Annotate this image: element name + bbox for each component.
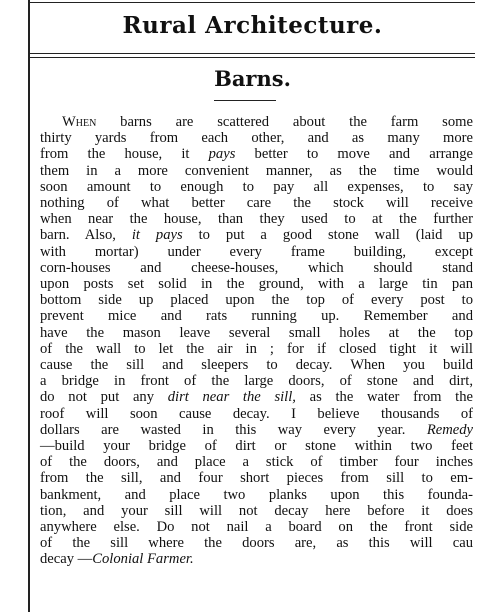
body-line bbox=[40, 454, 473, 470]
emphasis-text: pays bbox=[208, 146, 236, 163]
department-heading: Rural Architecture. bbox=[122, 12, 383, 39]
line-text: when near the house, than they used to at the further bbox=[40, 211, 473, 228]
article-title: Barns. bbox=[214, 66, 291, 91]
line-text: barns are scattered about the farm some bbox=[96, 114, 473, 130]
line-text: from the house, it bbox=[40, 146, 209, 163]
line-text: —build your bridge of dirt or stone within two feet bbox=[40, 438, 473, 455]
body-line bbox=[40, 325, 473, 341]
line-text: do not put any bbox=[40, 389, 168, 406]
body-line bbox=[40, 373, 473, 389]
body-line bbox=[40, 130, 473, 146]
line-text: prevent mice and rats running up. Remember and bbox=[40, 308, 473, 325]
signature-text: Colonial Farmer. bbox=[92, 551, 194, 568]
line-text: with mortar) under every frame building, except bbox=[40, 243, 473, 260]
line-text: from the sill, and four short pieces from sill to em- bbox=[40, 470, 473, 487]
body-line bbox=[40, 341, 473, 357]
line-text: upon posts set solid in the ground, with a large tin pan bbox=[40, 276, 473, 293]
line-text: cause the sill and sleepers to decay. When you build bbox=[40, 357, 473, 374]
line-text: thirty yards from each other, and as many more bbox=[40, 130, 473, 147]
body-line bbox=[40, 308, 473, 324]
line-text: a bridge in front of the large doors, of stone and dirt, bbox=[40, 373, 473, 390]
body-line bbox=[40, 260, 473, 276]
emphasis-text: it pays bbox=[131, 227, 183, 244]
body-line bbox=[40, 276, 473, 292]
body-line bbox=[40, 114, 473, 130]
line-text: as the water from the bbox=[295, 389, 473, 406]
line-text: of the sill where the doors are, as this will cau bbox=[40, 535, 473, 552]
body-line bbox=[40, 470, 473, 486]
column-rule bbox=[28, 0, 30, 612]
line-text: have the mason leave several small holes at the top bbox=[40, 324, 473, 341]
line-text: barn. Also, bbox=[40, 227, 132, 244]
body-line bbox=[40, 357, 473, 373]
body-line bbox=[40, 389, 473, 405]
line-text: anywhere else. Do not nail a board on the front side bbox=[40, 519, 473, 536]
line-text: corn-houses and cheese-houses, which should stand bbox=[40, 259, 473, 276]
body-line bbox=[40, 422, 473, 438]
body-line bbox=[40, 438, 473, 454]
line-text: roof will soon cause decay. I believe thousands of bbox=[40, 405, 473, 422]
article-body bbox=[40, 114, 473, 568]
emphasis-text: dirt near the sill, bbox=[167, 389, 296, 406]
body-line bbox=[40, 487, 473, 503]
line-text: tion, and your sill will not decay here before it does bbox=[40, 502, 473, 519]
body-line bbox=[40, 146, 473, 162]
body-line bbox=[40, 227, 473, 243]
body-line bbox=[40, 503, 473, 519]
title-rule bbox=[214, 100, 276, 101]
line-text: better to move and arrange bbox=[235, 146, 473, 163]
line-text: bankment, and place two planks upon this founda- bbox=[40, 486, 473, 503]
body-line bbox=[40, 535, 473, 551]
line-text: decay — bbox=[40, 551, 93, 568]
body-line bbox=[40, 195, 473, 211]
emphasis-text: Remedy bbox=[426, 421, 473, 438]
line-text: them in a more convenient manner, as the time would bbox=[40, 162, 473, 179]
heading-rule-lower bbox=[30, 57, 475, 58]
body-line bbox=[40, 519, 473, 535]
line-text: dollars are wasted in this way every year. bbox=[40, 421, 427, 438]
line-text: to put a good stone wall (laid up bbox=[182, 227, 474, 244]
lead-word: When bbox=[62, 114, 97, 130]
line-text: of the doors, and place a stick of timber four inches bbox=[40, 454, 473, 471]
body-line bbox=[40, 163, 473, 179]
line-text: nothing of what better care the stock will receive bbox=[40, 195, 473, 212]
line-text: soon amount to enough to pay all expenses, to say bbox=[40, 178, 473, 195]
heading-rule-upper bbox=[30, 53, 475, 54]
body-line bbox=[40, 211, 473, 227]
body-line bbox=[40, 406, 473, 422]
line-text: bottom side up placed upon the top of every post to bbox=[40, 292, 473, 309]
line-text: of the wall to let the air in ; for if closed tight it will bbox=[40, 340, 473, 357]
body-line bbox=[40, 179, 473, 195]
body-line bbox=[40, 244, 473, 260]
top-rule bbox=[30, 2, 475, 3]
body-line bbox=[40, 292, 473, 308]
body-line bbox=[40, 551, 473, 567]
